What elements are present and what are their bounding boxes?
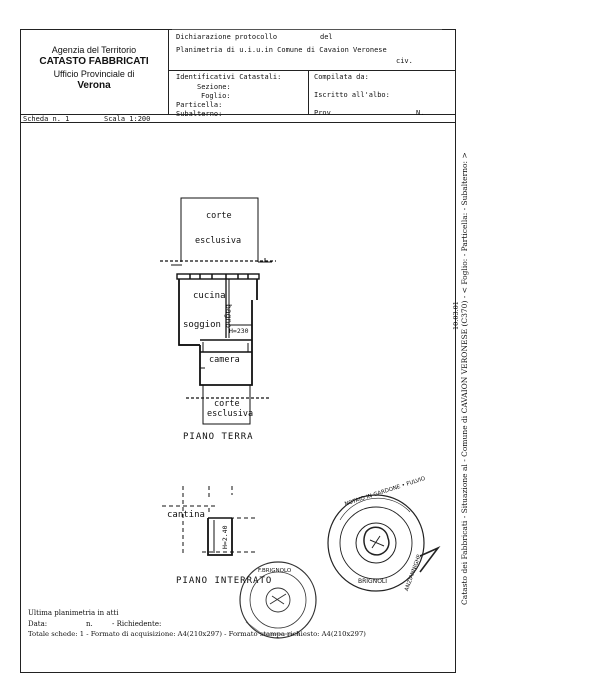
agency-name: Agenzia del Territorio bbox=[51, 45, 137, 55]
identificativi-label: Identificativi Catastali: bbox=[176, 73, 282, 81]
round-stamp-label: F.BRIGNOLO bbox=[258, 568, 292, 574]
subalterno-label: Subalterno: bbox=[176, 110, 223, 118]
caption-piano-interrato: PIANO INTERRATO bbox=[176, 576, 273, 586]
notary-side-label: ANZIANNIGHE bbox=[404, 553, 423, 593]
label-corte-top: corte bbox=[206, 211, 232, 221]
prov-label: Prov bbox=[314, 109, 331, 117]
label-camera: camera bbox=[209, 355, 240, 365]
footer-n: n. bbox=[86, 620, 93, 628]
label-h-ground: H=230 bbox=[229, 327, 249, 335]
footer-ultima: Ultima planimetria in atti bbox=[28, 609, 119, 617]
n-label: N. bbox=[416, 109, 425, 117]
label-cucina: cucina bbox=[193, 291, 226, 301]
scala-label: Scala 1:200 bbox=[104, 115, 151, 123]
compilata-label: Compilata da: bbox=[314, 73, 369, 81]
civ-label: civ. bbox=[396, 57, 413, 65]
iscritto-label: Iscritto all'albo: bbox=[314, 91, 390, 99]
label-soggiorno: soggion bbox=[183, 320, 221, 330]
del-label: del bbox=[320, 33, 333, 41]
ufficio-label: Ufficio Provinciale di bbox=[53, 69, 135, 79]
scheda-label: Scheda n. 1 bbox=[23, 115, 70, 123]
label-cantina: cantina bbox=[167, 510, 205, 520]
label-corte-bottom: corte bbox=[214, 399, 240, 409]
dichiarazione-label: Dichiarazione protocollo bbox=[176, 33, 278, 41]
notary-seal bbox=[328, 495, 438, 591]
label-esclusiva-bottom: esclusiva bbox=[207, 409, 254, 419]
planimetria-label: Planimetria di u.i.u.in Comune di Cavaion Veronese bbox=[176, 46, 387, 54]
footer-richiedente: - Richiedente: bbox=[112, 620, 162, 628]
side-code-text: 10.03.01 bbox=[452, 301, 460, 330]
label-esclusiva-top: esclusiva bbox=[195, 236, 242, 246]
footer-totale: Totale schede: 1 - Formato di acquisizione: A4(210x297) - Formato stampa richiesto: A4(210x297) bbox=[28, 630, 366, 638]
city-name: Verona bbox=[77, 80, 111, 91]
label-h-basement: H=2.40 bbox=[221, 525, 229, 549]
catasto-title: CATASTO FABBRICATI bbox=[39, 56, 149, 67]
sezione-label: Sezione: bbox=[197, 83, 231, 91]
footer-data: Data: bbox=[28, 620, 48, 628]
side-situazione-text: Catasto dei Fabbricati - Situazione al - Comune di CAVAION VERONESE (C370) - < Foglio: - Particella: - Subalterno: > bbox=[460, 152, 469, 605]
notary-ring-label: NOTAIO IN GARDONE • FULVIO bbox=[344, 475, 427, 508]
foglio-label: Foglio: bbox=[201, 92, 231, 100]
label-bagno: bagno bbox=[224, 304, 233, 329]
caption-piano-terra: PIANO TERRA bbox=[183, 432, 254, 442]
notary-bottom-label: BRIGNOLI bbox=[358, 578, 388, 585]
particella-label: Particella: bbox=[176, 101, 223, 109]
